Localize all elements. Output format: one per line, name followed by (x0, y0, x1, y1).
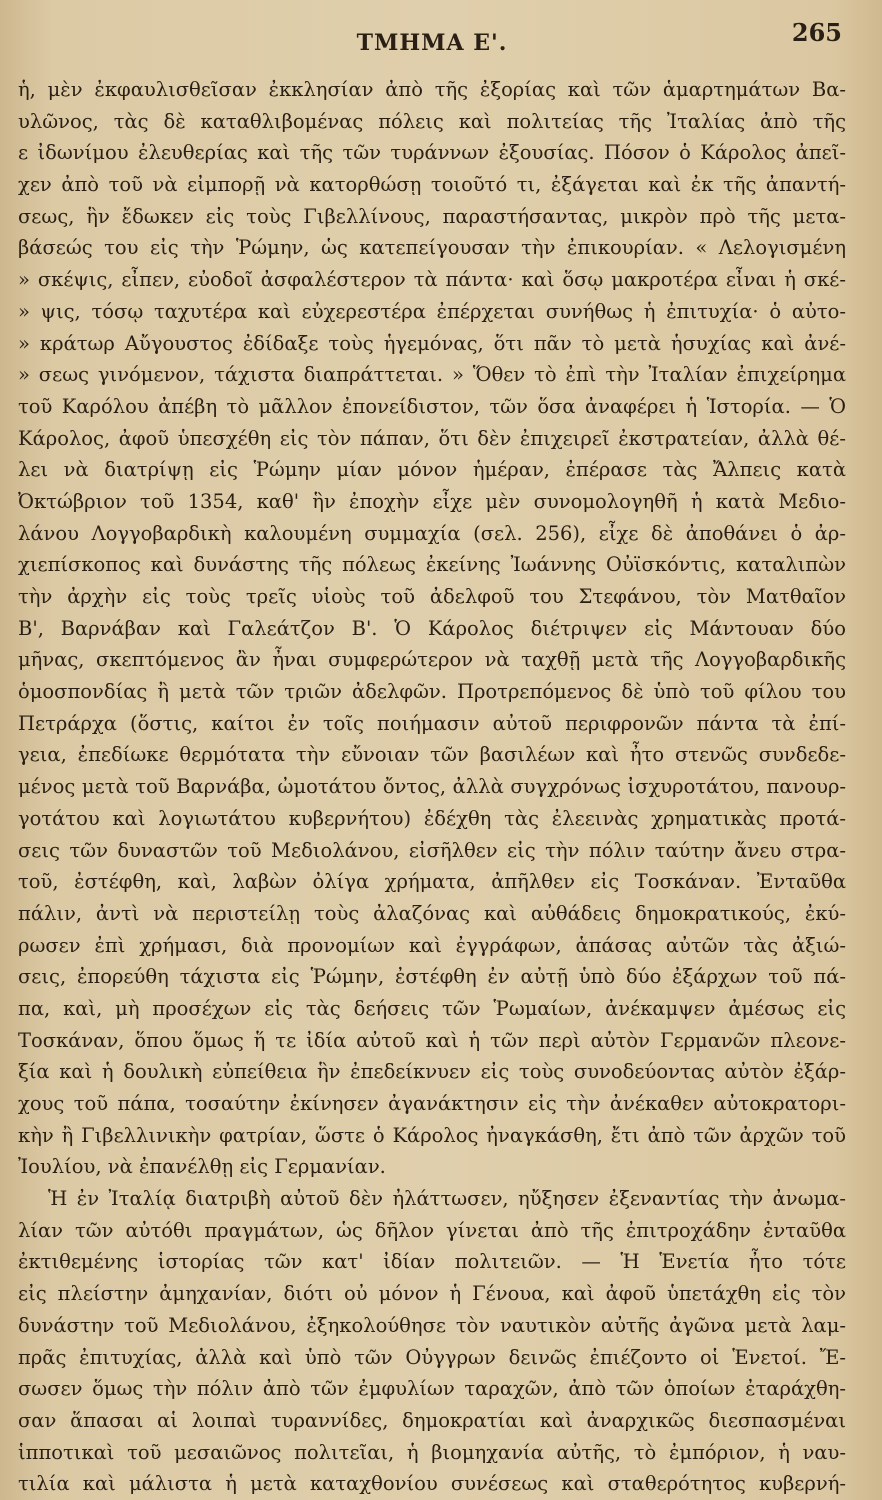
text-line: γοτάτου καὶ λογιωτάτου κυβερνήτου) ἐδέχθη τὰς ἐλεεινὰς χρηματικὰς προτά- (18, 806, 846, 830)
text-line: ρωσεν ἐπὶ χρήμασι, διὰ προνομίων καὶ ἐγγράφων, ἁπάσας αὐτῶν τὰς ἀξιώ- (18, 933, 846, 957)
body-text (18, 74, 846, 1500)
text-line: σεως, ἣν ἔδωκεν εἰς τοὺς Γιβελλίνους, παραστήσαντας, μικρὸν πρὸ τῆς μετα- (18, 204, 846, 228)
text-line: βάσεώς του εἰς τὴν Ῥώμην, ὡς κατεπείγουσαν τὴν ἐπικουρίαν. « Λελογισμένη (18, 236, 846, 260)
text-line: Ὀκτώβριον τοῦ 1354, καθ' ἣν ἐποχὴν εἶχε μὲν συνομολογηθῆ ἡ κατὰ Μεδιο- (18, 489, 846, 513)
page-number: 265 (791, 18, 842, 47)
text-line: χους τοῦ πάπα, τοσαύτην ἐκίνησεν ἀγανάκτησιν εἰς τὴν ἀνέκαθεν αὐτοκρατορι- (18, 1092, 846, 1115)
text-line: » σεως γινόμενον, τάχιστα διαπράττεται. » Ὅθεν τὸ ἐπὶ τὴν Ἰταλίαν ἐπιχείρημα (18, 363, 846, 387)
text-line: μένος μετὰ τοῦ Βαρνάβα, ὠμοτάτου ὄντος, ἀλλὰ συγχρόνως ἰσχυροτάτου, πανουρ- (18, 775, 846, 799)
text-line: τιλία καὶ μάλιστα ἡ μετὰ καταχθονίου συνέσεως καὶ σταθερότητος κυβερνή- (18, 1472, 846, 1496)
text-line: » κράτωρ Αὔγουστος ἐδίδαξε τοὺς ἡγεμόνας, ὅτι πᾶν τὸ μετὰ ἡσυχίας καὶ ἀνέ- (18, 331, 846, 355)
text-line: εἰς πλείστην ἀμηχανίαν, διότι οὐ μόνον ἡ Γένουα, καὶ ἀφοῦ ὑπετάχθη εἰς τὸν (18, 1282, 846, 1306)
text-line: τοῦ, ἐστέφθη, καὶ, λαβὼν ὀλίγα χρήματα, ἀπῆλθεν εἰς Τοσκάναν. Ἐνταῦθα (18, 870, 846, 894)
text-line: κὴν ἢ Γιβελλινικὴν φατρίαν, ὥστε ὁ Κάρολος ἠναγκάσθη, ἔτι ἀπὸ τῶν ἀρχῶν τοῦ (18, 1123, 846, 1147)
text-line: πάλιν, ἀντὶ νὰ περιστείλῃ τοὺς ἀλαζόνας καὶ αὐθάδεις δημοκρατικούς, ἐκύ- (18, 901, 846, 925)
text-line: γεια, ἐπεδίωκε θερμότατα τὴν εὔνοιαν τῶν βασιλέων καὶ ἦτο στενῶς συνδεδε- (18, 743, 846, 767)
text-line: τοῦ Καρόλου ἀπέβη τὸ μᾶλλον ἐπονείδιστον, τῶν ὅσα ἀναφέρει ἡ Ἱστορία. — Ὁ (18, 394, 846, 418)
text-line: πρᾶς ἐπιτυχίας, ἀλλὰ καὶ ὑπὸ τῶν Οὐγγρων δεινῶς ἐπιέζοντο οἱ Ἑνετοί. Ἔ- (18, 1345, 846, 1369)
text-line: Ἡ ἐν Ἰταλίᾳ διατριβὴ αὐτοῦ δὲν ἠλάττωσεν, ηὔξησεν ἐξεναντίας τὴν ἀνωμα- (48, 1187, 846, 1211)
text-line: λάνου Λογγοβαρδικὴ καλουμένη συμμαχία (σελ. 256), εἶχε δὲ ἀποθάνει ὁ ἀρ- (18, 521, 846, 545)
text-line: ξία καὶ ἡ δουλικὴ εὐπείθεια ἣν ἐπεδείκνυεν εἰς τοὺς συνοδεύοντας αὐτὸν ἐξάρ- (18, 1060, 846, 1084)
text-line: χιεπίσκοπος καὶ δυνάστης τῆς πόλεως ἐκείνης Ἰωάννης Οὐϊσκόντις, καταλιπὼν (18, 553, 846, 577)
text-line: Ἰουλίου, νὰ ἐπανέλθῃ εἰς Γερμανίαν. (18, 1155, 386, 1179)
text-line: πα, καὶ, μὴ προσέχων εἰς τὰς δεήσεις τῶν Ῥωμαίων, ἀνέκαμψεν ἀμέσως εἰς (18, 996, 846, 1020)
text-line: ἐκτιθεμένης ἱστορίας τῶν κατ' ἰδίαν πολιτειῶν. — Ἡ Ἑνετία ἦτο τότε (18, 1250, 846, 1274)
text-line: σωσεν ὅμως τὴν πόλιν ἀπὸ τῶν ἐμφυλίων ταραχῶν, ἀπὸ τῶν ὁποίων ἐταράχθη- (18, 1377, 846, 1401)
text-line: Πετράρχα (ὅστις, καίτοι ἐν τοῖς ποιήμασιν αὐτοῦ περιφρονῶν πάντα τὰ ἐπί- (18, 711, 846, 735)
text-line: ἱπποτικαὶ τοῦ μεσαιῶνος πολιτεῖαι, ἡ βιομηχανία αὐτῆς, τὸ ἐμπόριον, ἡ ναυ- (18, 1440, 846, 1464)
text-line: μῆνας, σκεπτόμενος ἂν ἦναι συμφερώτερον νὰ ταχθῇ μετὰ τῆς Λογγοβαρδικῆς (18, 648, 846, 672)
text-line: λει νὰ διατρίψῃ εἰς Ῥώμην μίαν μόνον ἡμέραν, ἐπέρασε τὰς Ἄλπεις κατὰ (18, 458, 846, 482)
running-head (18, 18, 846, 62)
text-line: ε ἰδωνίμου ἐλευθερίας καὶ τῆς τῶν τυράννων ἐξουσίας. Πόσον ὁ Κάρολος ἀπεῖ- (18, 141, 846, 165)
text-line: σεις τῶν δυναστῶν τοῦ Μεδιολάνου, εἰσῆλθεν εἰς τὴν πόλιν ταύτην ἄνευ στρα- (18, 838, 846, 862)
text-line: Β', Βαρνάβαν καὶ Γαλεάτζον Β'. Ὁ Κάρολος διέτριψεν εἰς Μάντουαν δύο (18, 616, 846, 640)
text-line: τὴν ἀρχὴν εἰς τοὺς τρεῖς υἱοὺς τοῦ ἀδελφοῦ του Στεφάνου, τὸν Ματθαῖον (18, 585, 846, 608)
text-line: » σκέψις, εἶπεν, εὐοδοῖ ἀσφαλέστερον τὰ πάντα· καὶ ὅσῳ μακροτέρα εἶναι ἡ σκέ- (18, 268, 846, 292)
text-line: λίαν τῶν αὐτόθι πραγμάτων, ὡς δῆλον γίνεται ἀπὸ τῆς ἐπιτροχάδην ἐνταῦθα (18, 1218, 846, 1242)
text-line: Τοσκάναν, ὅπου ὅμως ἥ τε ἰδία αὐτοῦ καὶ ἡ τῶν περὶ αὐτὸν Γερμανῶν πλεονε- (18, 1028, 846, 1052)
text-line: σεις, ἐπορεύθη τάχιστα εἰς Ῥώμην, ἐστέφθη ἐν αὐτῇ ὑπὸ δύο ἐξάρχων τοῦ πά- (18, 965, 846, 989)
text-line: χεν ἀπὸ τοῦ νὰ εἰμπορῇ νὰ κατορθώσῃ τοιοῦτό τι, ἐξάγεται καὶ ἐκ τῆς ἀπαντή- (18, 173, 846, 197)
text-line: » ψις, τόσῳ ταχυτέρα καὶ εὐχερεστέρα ἐπέρχεται συνήθως ἡ ἐπιτυχία· ὁ αὐτο- (18, 299, 846, 323)
text-line: ὁμοσπονδίας ἢ μετὰ τῶν τριῶν ἀδελφῶν. Προτρεπόμενος δὲ ὑπὸ τοῦ φίλου του (18, 680, 846, 704)
text-line: σαν ἅπασαι αἱ λοιπαὶ τυραννίδες, δημοκρατίαι καὶ ἀναρχικῶς διεσπασμέναι (18, 1408, 846, 1432)
text-line: υλῶνος, τὰς δὲ καταθλιβομένας πόλεις καὶ πολιτείας τῆς Ἰταλίας ἀπὸ τῆς (18, 109, 846, 133)
text-line: ἡ, μὲν ἐκφαυλισθεῖσαν ἐκκλησίαν ἀπὸ τῆς ἐξορίας καὶ τῶν ἁμαρτημάτων Βα- (18, 78, 846, 101)
text-line: δυνάστην τοῦ Μεδιολάνου, ἐξηκολούθησε τὸν ναυτικὸν αὐτῆς ἀγῶνα μετὰ λαμ- (18, 1313, 846, 1337)
text-line: Κάρολος, ἀφοῦ ὑπεσχέθη εἰς τὸν πάπαν, ὅτι δὲν ἐπιχειρεῖ ἐκστρατείαν, ἀλλὰ θέ- (18, 426, 846, 450)
section-title: ΤΜΗΜΑ Ε'. (356, 30, 508, 56)
